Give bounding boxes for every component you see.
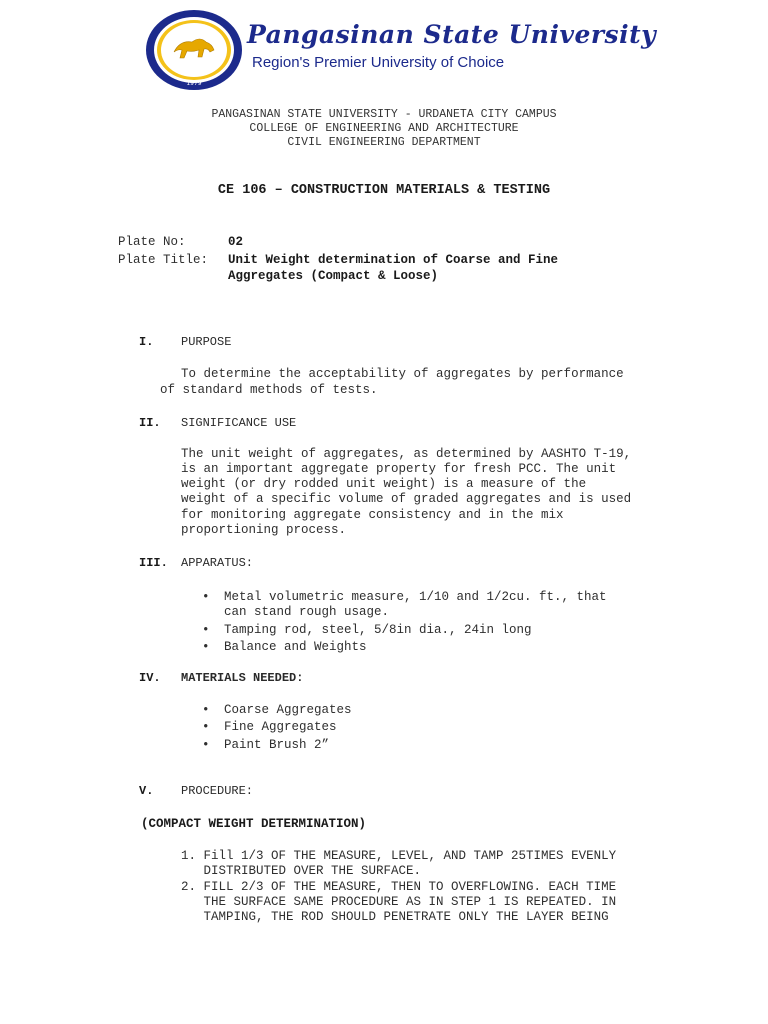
bullet-icon: • xyxy=(202,640,210,654)
department-line: CIVIL ENGINEERING DEPARTMENT xyxy=(287,136,481,149)
procedure-subheading: (COMPACT WEIGHT DETERMINATION) xyxy=(141,817,367,831)
section-number: III. xyxy=(139,556,168,570)
section-title-materials: MATERIALS NEEDED: xyxy=(181,671,304,685)
list-item: • Tamping rod, steel, 5/8in dia., 24in long xyxy=(202,623,532,637)
bullet-icon: • xyxy=(202,623,210,637)
university-name: Pangasinan State University xyxy=(247,20,657,49)
bullet-icon: • xyxy=(202,720,210,734)
purpose-line: of standard methods of tests. xyxy=(160,383,378,397)
course-title: CE 106 – CONSTRUCTION MATERIALS & TESTING xyxy=(217,183,551,198)
list-item: • Balance and Weights xyxy=(202,640,367,654)
purpose-line: To determine the acceptability of aggregates by performance xyxy=(181,367,624,381)
procedure-step: TAMPING, THE ROD SHOULD PENETRATE ONLY THE LAYER BEING xyxy=(181,910,609,924)
plate-title-line2: Aggregates (Compact & Loose) xyxy=(228,269,439,283)
section-title-apparatus: APPARATUS: xyxy=(181,556,254,570)
significance-line: for monitoring aggregate consistency and in the mix xyxy=(181,508,564,522)
bullet-icon: • xyxy=(202,703,210,717)
section-title-significance: SIGNIFICANCE USE xyxy=(181,416,297,430)
section-number: IV. xyxy=(139,671,161,685)
plate-no-label: Plate No: xyxy=(118,235,186,249)
plate-title-line1: Unit Weight determination of Coarse and Fine xyxy=(228,253,559,267)
university-seal-logo xyxy=(144,8,244,92)
college-line: COLLEGE OF ENGINEERING AND ARCHITECTURE xyxy=(249,122,519,135)
section-title-procedure: PROCEDURE: xyxy=(181,784,254,798)
significance-line: weight (or dry rodded unit weight) is a measure of the xyxy=(181,477,587,491)
significance-line: The unit weight of aggregates, as determined by AASHTO T-19, xyxy=(181,447,632,461)
section-number: II. xyxy=(139,416,161,430)
bullet-icon: • xyxy=(202,738,210,752)
procedure-step: 1. Fill 1/3 OF THE MEASURE, LEVEL, AND TAMP 25TIMES EVENLY xyxy=(181,849,617,863)
significance-line: is an important aggregate property for fresh PCC. The unit xyxy=(181,462,617,476)
section-title-purpose: PURPOSE xyxy=(181,335,232,349)
list-item: • Metal volumetric measure, 1/10 and 1/2cu. ft., that xyxy=(202,590,607,604)
bullet-icon: • xyxy=(202,590,210,604)
procedure-step: THE SURFACE SAME PROCEDURE AS IN STEP 1 IS REPEATED. IN xyxy=(181,895,617,909)
seal-year: 1979 xyxy=(186,80,202,87)
list-item: • Paint Brush 2” xyxy=(202,738,330,752)
procedure-step: DISTRIBUTED OVER THE SURFACE. xyxy=(181,864,422,878)
list-item: • Coarse Aggregates xyxy=(202,703,352,717)
significance-line: weight of a specific volume of graded aggregates and is used xyxy=(181,492,632,506)
plate-title-label: Plate Title: xyxy=(118,253,209,267)
list-item: • Fine Aggregates xyxy=(202,720,337,734)
significance-line: proportioning process. xyxy=(181,523,347,537)
campus-line: PANGASINAN STATE UNIVERSITY - URDANETA CITY CAMPUS xyxy=(211,108,557,121)
section-number: I. xyxy=(139,335,154,349)
section-number: V. xyxy=(139,784,154,798)
procedure-step: 2. FILL 2/3 OF THE MEASURE, THEN TO OVERFLOWING. EACH TIME xyxy=(181,880,617,894)
university-tagline: Region's Premier University of Choice xyxy=(252,54,505,71)
plate-no-value: 02 xyxy=(228,235,244,249)
list-item-continuation: can stand rough usage. xyxy=(224,605,390,619)
